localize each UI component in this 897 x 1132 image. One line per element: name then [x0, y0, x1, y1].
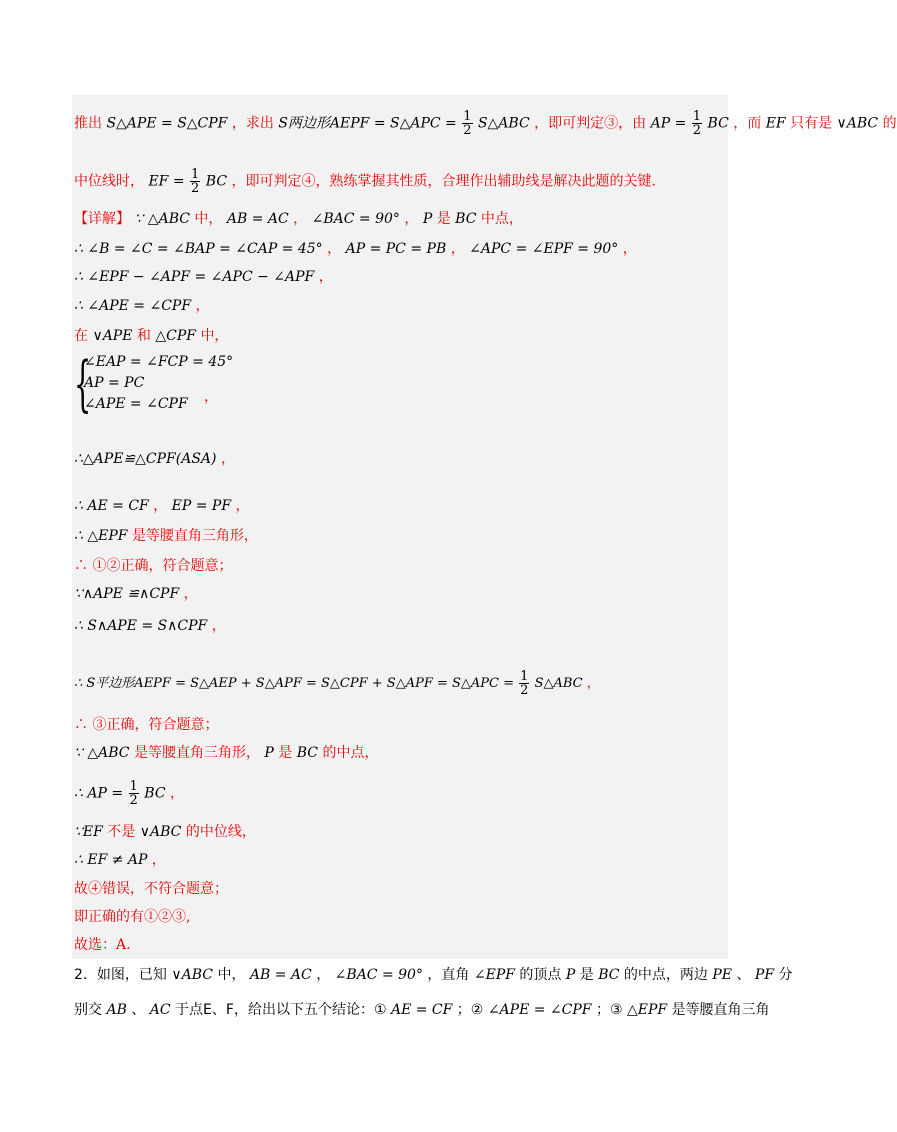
- math-expression: PF: [754, 967, 775, 983]
- math-expression: △CPF: [155, 328, 196, 344]
- math-expression: S两边形AEPF = S△APC =: [278, 115, 457, 132]
- solution-line-12: [74, 585, 198, 603]
- text: 于点E、F，给出以下五个结论：①: [175, 1002, 387, 1018]
- math-expression: BC: [598, 967, 620, 983]
- fraction: [692, 110, 702, 137]
- fraction: [129, 780, 139, 807]
- text: 的: [882, 115, 897, 132]
- text: 中位线时，: [74, 173, 144, 190]
- math-expression: ∠BAC = 90°: [334, 967, 423, 983]
- text: 、: [736, 967, 751, 983]
- fraction: [190, 168, 200, 195]
- text: 故选：A.: [74, 937, 131, 953]
- math-expression: AB = AC: [226, 211, 289, 227]
- math-expression: ∴ S平边形AEPF = S△AEP + S△APF = S△CPF + S△APF = S△APC =: [74, 676, 515, 691]
- math-expression: ∵ △ABC: [74, 745, 130, 761]
- math-expression: EP = PF: [171, 498, 232, 514]
- math-expression: AB: [106, 1002, 127, 1018]
- text: ，: [211, 618, 226, 634]
- math-expression: BC: [707, 115, 729, 132]
- text: ；②: [456, 1002, 484, 1018]
- math-expression: S△ABC: [534, 676, 583, 691]
- math-expression: BC: [455, 211, 477, 227]
- text: ，: [151, 852, 166, 868]
- math-expression: EF: [765, 115, 786, 132]
- fraction: [462, 110, 472, 137]
- math-expression: ∴△APE≌△CPF(ASA): [74, 451, 217, 467]
- math-expression: ∴ AP =: [74, 785, 124, 802]
- text: 别交: [74, 1002, 102, 1018]
- math-expression: ∨ABC: [139, 824, 182, 840]
- solution-line-14: [74, 670, 600, 697]
- math-expression: P: [264, 745, 274, 761]
- math-expression: AP = PC = PB: [345, 241, 447, 257]
- text: 是: [579, 967, 594, 983]
- solution-line-6: [74, 297, 210, 315]
- math-expression: ∴ ∠EPF − ∠APF = ∠APC − ∠APF: [74, 269, 315, 285]
- text: 2．如图，已知: [74, 967, 167, 983]
- text: ∴ ①②正确，符合题意；: [74, 558, 233, 574]
- math-expression: BC: [205, 173, 228, 190]
- fraction-denominator: 2: [692, 123, 702, 138]
- solution-line-2: [74, 168, 656, 195]
- fraction-numerator: 1: [520, 669, 529, 684]
- text: 在: [74, 328, 88, 344]
- math-expression: AB = AC: [249, 967, 312, 983]
- math-expression: ∠EPF: [473, 967, 515, 983]
- math-expression: ∨APE: [92, 328, 133, 344]
- text: 推出: [74, 115, 102, 132]
- text: ，: [404, 211, 419, 227]
- text: ，: [293, 211, 308, 227]
- text: ，: [204, 389, 218, 405]
- text: 不是: [107, 824, 136, 840]
- math-expression: △EPF: [626, 1002, 668, 1018]
- solution-line-20: [74, 880, 228, 898]
- text: ，: [622, 241, 637, 257]
- text: 的中点，两边: [623, 967, 708, 983]
- section-label: 【详解】: [74, 211, 130, 227]
- math-expression: S△ABC: [477, 115, 530, 132]
- solution-line-11: [74, 557, 232, 575]
- solution-line-5: [74, 268, 333, 286]
- fraction-numerator: 1: [463, 109, 472, 124]
- text: ，: [169, 785, 184, 802]
- math-expression: AE = CF: [390, 1002, 453, 1018]
- math-expression: ∴ ∠APE = ∠CPF: [74, 298, 192, 314]
- text: 只有是: [790, 115, 833, 132]
- math-expression: ∴ ∠B = ∠C = ∠BAP = ∠CAP = 45°: [74, 241, 323, 257]
- text: 是等腰直角三角: [671, 1002, 770, 1018]
- text: ，: [183, 586, 198, 602]
- fraction-denominator: 2: [463, 123, 472, 138]
- text: 是: [278, 745, 293, 761]
- text: ，而: [733, 115, 762, 132]
- text: 分: [778, 967, 793, 983]
- fraction-denominator: 2: [129, 793, 138, 808]
- solution-line-7: [74, 327, 228, 345]
- system-comma: [204, 388, 218, 406]
- math-expression: ∠APC = ∠EPF = 90°: [469, 241, 619, 257]
- text: ，: [327, 241, 342, 257]
- equation-system: [74, 349, 274, 419]
- math-expression: ∴ △EPF: [74, 528, 128, 544]
- text: ，即可判定④，熟练掌握其性质，合理作出辅助线是解决此题的关键.: [231, 173, 656, 190]
- system-equation: ∠EAP = ∠FCP = 45°: [84, 354, 234, 370]
- text: 的中点，: [322, 745, 379, 761]
- math-expression: ∴ AE = CF: [74, 498, 149, 514]
- solution-line-18: [74, 823, 256, 841]
- solution-line-8: [74, 450, 235, 468]
- math-expression: ∵ △ABC: [134, 211, 190, 227]
- text: ，求出: [231, 115, 274, 132]
- solution-line-4: [74, 240, 637, 258]
- text: ，: [450, 241, 465, 257]
- fraction-denominator: 2: [191, 181, 200, 196]
- math-expression: ∠APE = ∠CPF: [487, 1002, 592, 1018]
- text: 的顶点: [519, 967, 562, 983]
- text: ，: [586, 676, 600, 691]
- text: 是等腰直角三角形，: [133, 745, 260, 761]
- text: ，: [220, 451, 235, 467]
- text: 即正确的有①②③,: [74, 909, 191, 925]
- solution-line-3: [74, 210, 523, 228]
- math-expression: BC: [296, 745, 318, 761]
- text: ，即可判定③，由: [534, 115, 647, 132]
- text: ，: [318, 269, 333, 285]
- system-equation: ∠APE = ∠CPF: [84, 396, 188, 412]
- math-expression: P: [422, 211, 433, 227]
- math-expression: AP =: [650, 115, 687, 132]
- solution-line-13: [74, 617, 226, 635]
- text: 中，: [194, 211, 223, 227]
- math-expression: ∵EF: [74, 824, 103, 840]
- math-expression: AC: [149, 1002, 171, 1018]
- fraction-numerator: 1: [191, 167, 200, 182]
- text: ，: [235, 498, 250, 514]
- text: 是等腰直角三角形，: [131, 528, 258, 544]
- solution-line-22: [74, 936, 131, 954]
- question-2-line-1: [74, 966, 793, 984]
- math-expression: EF =: [148, 173, 185, 190]
- text: ，: [316, 967, 331, 983]
- math-expression: ∨ABC: [836, 115, 879, 132]
- solution-line-16: [74, 744, 378, 762]
- text: 和: [136, 328, 151, 344]
- math-expression: ∨ABC: [171, 967, 213, 983]
- math-expression: ∴ EF ≠ AP: [74, 852, 148, 868]
- math-expression: ∠BAC = 90°: [311, 211, 400, 227]
- text: 是: [436, 211, 451, 227]
- fraction: [519, 670, 529, 697]
- math-expression: P: [565, 967, 576, 983]
- text: 、: [131, 1002, 146, 1018]
- solution-line-10: [74, 527, 258, 545]
- text: ∴ ③正确，符合题意；: [74, 717, 219, 733]
- text: 故④错误，不符合题意；: [74, 881, 228, 897]
- text: ；③: [595, 1002, 623, 1018]
- fraction-numerator: 1: [129, 779, 138, 794]
- text: 中，: [200, 328, 229, 344]
- text: ，: [195, 298, 210, 314]
- fraction-numerator: 1: [692, 109, 702, 124]
- question-2-line-2: [74, 1001, 770, 1019]
- text: 的中位线，: [185, 824, 256, 840]
- text: 中，: [217, 967, 246, 983]
- solution-line-19: [74, 851, 166, 869]
- math-expression: ∵∧APE ≌∧CPF: [74, 586, 180, 602]
- system-equation: AP = PC: [84, 375, 145, 391]
- solution-line-15: [74, 716, 218, 734]
- fraction-denominator: 2: [520, 683, 529, 698]
- math-expression: PE: [712, 967, 733, 983]
- text: ，直角: [427, 967, 470, 983]
- math-expression: BC: [144, 785, 166, 802]
- solution-line-1: [74, 110, 897, 137]
- solution-line-9: [74, 497, 250, 515]
- math-expression: ∴ S∧APE = S∧CPF: [74, 618, 208, 634]
- math-expression: S△APE = S△CPF: [106, 115, 228, 132]
- text: 中点，: [480, 211, 523, 227]
- solution-line-21: [74, 908, 190, 926]
- left-brace-icon: {: [74, 349, 92, 419]
- solution-line-17: [74, 780, 184, 807]
- text: ，: [153, 498, 168, 514]
